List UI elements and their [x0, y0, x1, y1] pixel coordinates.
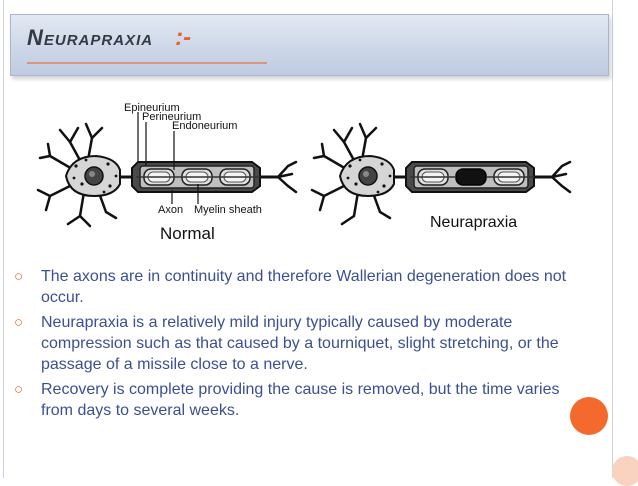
label-endoneurium: Endoneurium: [172, 120, 238, 132]
ring-bullet-icon: ○: [14, 314, 24, 331]
bullet-item: [14, 266, 584, 308]
bullet-text: Neurapraxia is a relatively mild injury typically caused by moderate compression such as that caused by a tourniquet, slight stretching, or the passage of a missile close to a nerve.: [41, 314, 559, 373]
bullet-item: [14, 379, 584, 421]
title-suffix: :-: [175, 24, 192, 51]
title-underline: [27, 62, 267, 64]
caption-normal: Normal: [160, 224, 215, 243]
title-main: Neurapraxia: [27, 25, 154, 50]
injured-neuron: [312, 124, 570, 224]
frame-line-left: [3, 0, 4, 478]
bullet-text: Recovery is complete providing the cause is removed, but the time varies from days to several weeks.: [41, 381, 560, 419]
label-axon: Axon: [158, 204, 184, 216]
decorative-corner-circle: [612, 456, 638, 486]
frame-line-right: [612, 0, 613, 478]
slide-title: [27, 24, 191, 52]
label-perineurium: Perineurium: [142, 111, 202, 123]
ring-bullet-icon: ○: [14, 268, 24, 285]
decorative-orange-circle: [570, 397, 608, 435]
label-epineurium: Epineurium: [124, 102, 180, 114]
caption-neurapraxia: Neurapraxia: [430, 214, 518, 231]
bullet-text: The axons are in continuity and therefore Wallerian degeneration does not occur.: [41, 268, 567, 306]
label-myelin-sheath: Myelin sheath: [194, 204, 262, 216]
nerve-diagram: [20, 100, 580, 250]
bullet-list: [14, 266, 584, 425]
bullet-item: [14, 312, 584, 375]
ring-bullet-icon: ○: [14, 381, 24, 398]
